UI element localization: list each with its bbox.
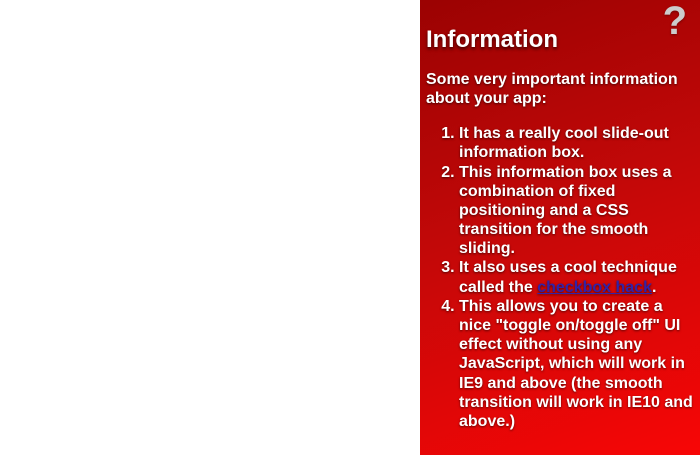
panel-title: Information [426, 26, 558, 53]
info-list [426, 124, 695, 431]
information-panel [420, 0, 700, 455]
help-toggle-question-mark-icon[interactable]: ? [662, 0, 687, 43]
list-item [459, 163, 695, 259]
list-item [459, 258, 695, 296]
list-item-text: This allows you to create a nice "toggle on/toggle off" UI effect without using any JavaScript, which will work in IE9 and above (the smooth transition will work in IE10 and above.) [459, 297, 693, 430]
list-item-text: It has a really cool slide-out information box. [459, 125, 669, 162]
panel-intro-text: Some very important information about your app: [426, 70, 678, 107]
list-item [459, 124, 695, 162]
list-item-text: . [651, 278, 657, 296]
checkbox-hack-link[interactable]: checkbox hack [537, 278, 652, 296]
list-item-text: It also uses a cool technique called the [459, 259, 677, 296]
list-item-text: This information box uses a combination of fixed positioning and a CSS transition for the smooth sliding. [459, 163, 672, 258]
list-item [459, 297, 695, 431]
